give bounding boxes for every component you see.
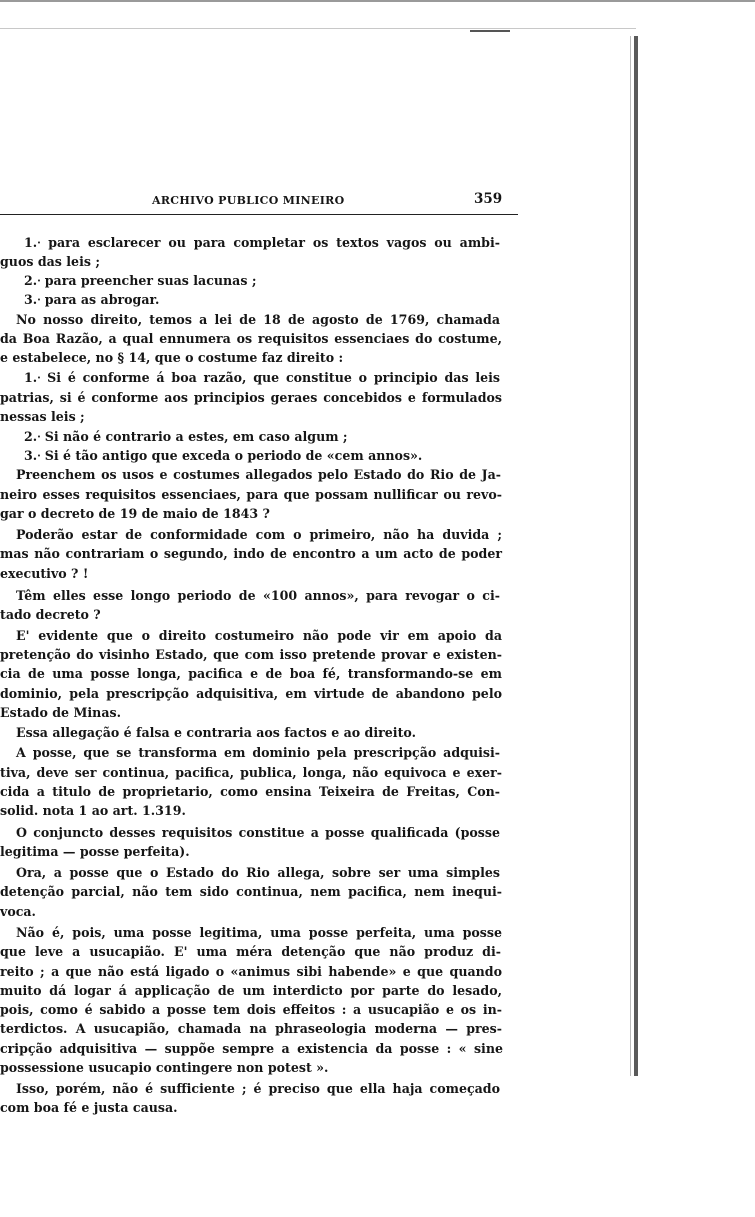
page-fold-line [0, 28, 636, 29]
text-line: E' evidente que o direito costumeiro não pode vir em apoio da [16, 628, 502, 643]
text-line: 1.ᐧ Si é conforme á boa razão, que constitue o principio das leis [24, 370, 500, 385]
text-line: cripção adquisitiva — suppõe sempre a existencia da posse : « sine [0, 1041, 503, 1056]
page-number: 359 [474, 191, 503, 207]
running-head [0, 190, 520, 214]
text-line: Têm elles esse longo periodo de «100 annos», para revogar o ci- [16, 588, 500, 603]
text-line: 3.ᐧ para as abrogar. [24, 292, 160, 307]
text-line: muito dá logar á applicação de um interdicto por parte do lesado, [0, 983, 502, 998]
text-line: 3.ᐧ Si é tão antigo que exceda o periodo de «cem annos». [24, 448, 423, 463]
text-line: O conjuncto desses requisitos constitue a posse qualificada (posse [16, 825, 500, 840]
text-line: com boa fé e justa causa. [0, 1100, 178, 1115]
text-line: Ora, a posse que o Estado do Rio allega, sobre ser uma simples [16, 865, 500, 880]
text-line: cida a titulo de proprietario, como ensina Teixeira de Freitas, Con- [0, 784, 500, 799]
text-line: Essa allegação é falsa e contraria aos factos e ao direito. [16, 725, 416, 740]
running-head-title: ARCHIVO PUBLICO MINEIRO [152, 194, 345, 207]
text-line: executivo ? ! [0, 566, 89, 581]
text-line: guos das leis ; [0, 254, 100, 269]
text-line: legitima — posse perfeita). [0, 844, 190, 859]
text-line: Estado de Minas. [0, 705, 121, 720]
text-line: dominio, pela prescripção adquisitiva, em virtude de abandono pelo [0, 686, 502, 701]
text-line: 2.ᐧ Si não é contrario a estes, em caso algum ; [24, 429, 348, 444]
page-top-edge [0, 0, 755, 2]
text-line: pretenção do visinho Estado, que com isso pretende provar e existen- [0, 647, 502, 662]
text-line: cia de uma posse longa, pacifica e de boa fé, transformando-se em [0, 666, 502, 681]
text-line: pois, como é sabido a posse tem dois effeitos : a usucapião e os in- [0, 1002, 502, 1017]
text-line: Preenchem os usos e costumes allegados pelo Estado do Rio de Ja- [16, 467, 501, 482]
text-line: 2.ᐧ para preencher suas lacunas ; [24, 273, 257, 288]
text-line: mas não contrariam o segundo, indo de encontro a um acto de poder [0, 546, 502, 561]
text-line: No nosso direito, temos a lei de 18 de agosto de 1769, chamada [16, 312, 500, 327]
text-line: patrias, si é conforme aos principios geraes concebidos e formulados [0, 390, 502, 405]
text-line: voca. [0, 904, 36, 919]
text-line: reito ; a que não está ligado o «animus sibi habende» e que quando [0, 964, 502, 979]
text-line: detenção parcial, não tem sido continua, nem pacifica, nem inequi- [0, 884, 502, 899]
text-line: Poderão estar de conformidade com o primeiro, não ha duvida ; [16, 527, 502, 542]
text-line: nessas leis ; [0, 409, 85, 424]
text-line: gar o decreto de 19 de maio de 1843 ? [0, 506, 270, 521]
page-right-shadow [630, 36, 631, 1076]
text-line: da Boa Razão, a qual ennumera os requisitos essenciaes do costume, [0, 331, 502, 346]
header-rule [0, 214, 518, 215]
text-line: e estabelece, no § 14, que o costume faz direito : [0, 350, 344, 365]
text-line: 1.ᐧ para esclarecer ou para completar os textos vagos ou ambi- [24, 235, 500, 250]
text-line: neiro esses requisitos essenciaes, para que possam nullificar ou revo- [0, 487, 502, 502]
text-line: possessione usucapio contingere non potest ». [0, 1060, 329, 1075]
text-line: Não é, pois, uma posse legitima, uma posse perfeita, uma posse [16, 925, 502, 940]
text-line: A posse, que se transforma em dominio pela prescripção adquisi- [16, 745, 500, 760]
scan-mark [470, 30, 510, 32]
text-line: tado decreto ? [0, 607, 101, 622]
page-right-edge [634, 36, 638, 1076]
text-line: tiva, deve ser continua, pacifica, publica, longa, não equivoca e exer- [0, 765, 502, 780]
text-line: Isso, porém, não é sufficiente ; é preciso que ella haja começado [16, 1081, 500, 1096]
text-line: que leve a usucapião. E' uma méra detenção que não produz di- [0, 944, 501, 959]
text-line: solid. nota 1 ao art. 1.319. [0, 803, 186, 818]
text-line: terdictos. A usucapião, chamada na phraseologia moderna — pres- [0, 1021, 502, 1036]
